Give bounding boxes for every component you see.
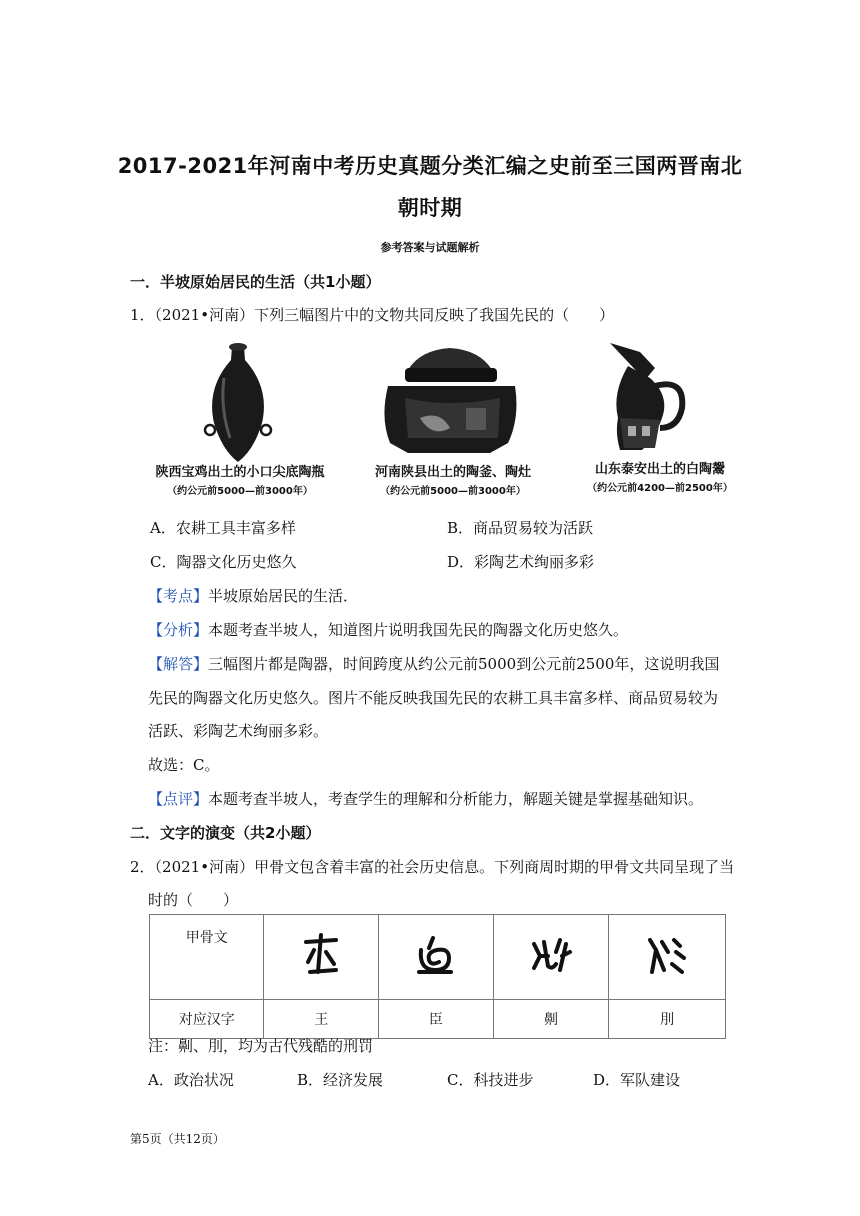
white-pottery-gui-icon [610,343,682,450]
artifact-caption-2 [363,461,543,497]
fenxi-text: 本题考查半坡人，知道图片说明我国先民的陶器文化历史悠久。 [208,621,629,639]
jieda-text-1: 三幅图片都是陶器，时间跨度从约公元前5000到公元前2500年，这说明我国 [208,655,720,673]
artifact-figure [150,338,750,503]
fenxi-tag: 【分析】 [148,621,209,639]
oracle-yi-icon [526,930,576,980]
artifact-caption-3 [570,458,750,494]
artifact-date-3: （约公元前4200—前2500年） [587,483,733,494]
section-heading-1: 一．半坡原始居民的生活（共1小题） [130,273,381,291]
q2-option-c: C．科技进步 [447,1071,534,1089]
artifact-caption-1 [150,461,330,497]
artifact-name-2: 河南陕县出土的陶釜、陶灶 [374,465,531,480]
artifact-date-2: （约公元前5000—前3000年） [380,486,526,497]
oracle-bone-table [149,914,726,1039]
q1-kaodian [148,585,358,606]
oracle-wang-icon [296,930,346,980]
q1-option-d: D．彩陶艺术绚丽多彩 [447,553,595,571]
hanzi-cell: 王 [264,1000,379,1039]
q2-note: 注：劓、刖，均为古代残酷的刑罚 [148,1037,374,1055]
oracle-glyph-chen [379,915,494,1000]
page-subtitle: 参考答案与试题解析 [380,241,480,254]
dianping-tag: 【点评】 [148,790,209,808]
q2-option-d: D．军队建设 [593,1071,681,1089]
jieda-text-2: 先民的陶器文化历史悠久。图片不能反映我国先民的农耕工具丰富多样、商品贸易较为 [148,689,719,707]
oracle-glyph-wang [264,915,379,1000]
table-header-oracle: 甲骨文 [150,915,264,1000]
pot-stove-icon [384,348,516,453]
q1-option-c: C．陶器文化历史悠久 [150,553,297,571]
q1-option-b: B．商品贸易较为活跃 [447,519,594,537]
oracle-glyph-yue [609,915,726,1000]
question-2-stem-2: 时的（ ） [148,891,239,909]
hanzi-cell: 劓 [493,1000,609,1039]
q1-fenxi [148,619,628,640]
artifact-date-1: （约公元前5000—前3000年） [167,486,313,497]
hanzi-cell: 臣 [379,1000,494,1039]
oracle-yue-icon [642,930,692,980]
oracle-chen-icon [411,930,461,980]
kaodian-text: 半坡原始居民的生活． [208,587,359,605]
page-title-line2: 朝时期 [397,196,463,220]
q1-answer: 故选：C。 [148,756,220,774]
q1-dianping [148,788,703,809]
question-1-stem: 1．（2021•河南）下列三幅图片中的文物共同反映了我国先民的（ ） [130,306,615,324]
oracle-glyph-yi [493,915,609,1000]
jieda-tag: 【解答】 [148,655,209,673]
artifact-name-1: 陕西宝鸡出土的小口尖底陶瓶 [155,465,325,480]
q1-jieda [148,653,719,674]
page-number-footer: 第5页（共12页） [130,1132,225,1146]
dianping-text: 本题考查半坡人，考查学生的理解和分析能力，解题关键是掌握基础知识。 [208,790,704,808]
question-2-stem-1: 2．（2021•河南）甲骨文包含着丰富的社会历史信息。下列商周时期的甲骨文共同呈现了当 [130,858,735,876]
pointed-bottle-icon [205,343,271,462]
jieda-text-3: 活跃、彩陶艺术绚丽多彩。 [148,722,329,740]
section-heading-2: 二．文字的演变（共2小题） [130,824,321,842]
q1-option-a: A．农耕工具丰富多样 [150,519,296,537]
kaodian-tag: 【考点】 [148,587,209,605]
table-header-hanzi: 对应汉字 [150,1000,264,1039]
q2-option-a: A．政治状况 [148,1071,234,1089]
artifact-name-3: 山东泰安出土的白陶鬶 [594,462,725,477]
hanzi-cell: 刖 [609,1000,726,1039]
q2-option-b: B．经济发展 [297,1071,384,1089]
page-title-line1: 2017-2021年河南中考历史真题分类汇编之史前至三国两晋南北 [117,154,743,178]
